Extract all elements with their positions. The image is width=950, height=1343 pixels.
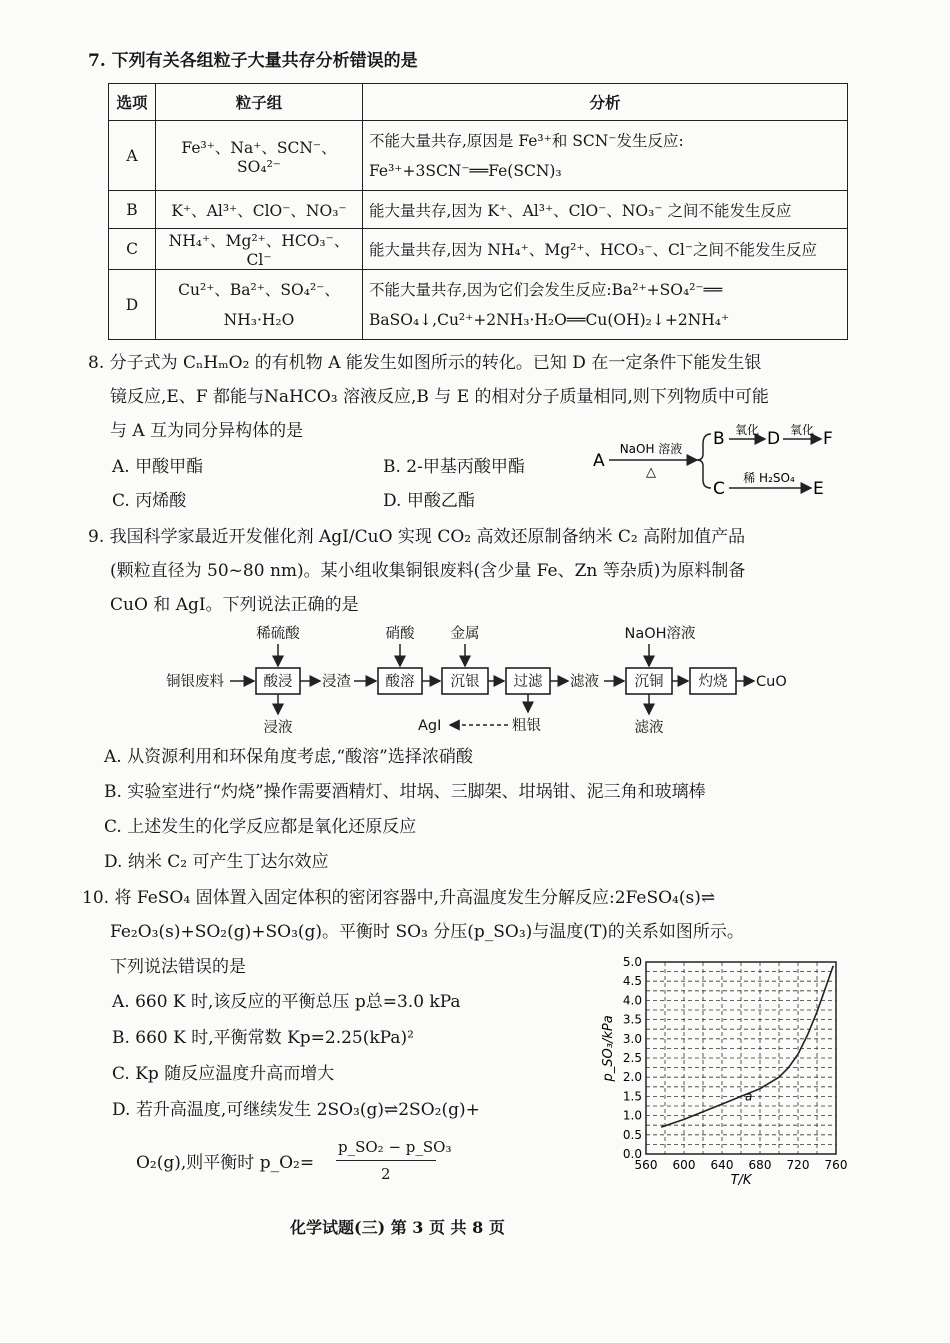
q10-option-b: B. 660 K 时,平衡常数 Kp=2.25(kPa)² <box>112 1028 414 1048</box>
chart-y-tick-label: 2.5 <box>622 1051 642 1065</box>
chart-y-tick-label: 0.0 <box>622 1147 642 1161</box>
flow-reagent2: 硝酸 <box>385 626 415 642</box>
chart-y-ticks <box>623 955 642 1161</box>
row-option: A <box>109 121 156 191</box>
q10-option-d-line2: O₂(g),则平衡时 p_O₂= <box>136 1153 315 1173</box>
row-particles: Fe³⁺、Na⁺、SCN⁻、SO₄²⁻ <box>156 121 363 191</box>
particles-line: Cu²⁺、Ba²⁺、SO₄²⁻、 <box>178 280 340 299</box>
chart-x-tick-label: 760 <box>824 1158 848 1172</box>
scheme-b: B <box>713 429 725 449</box>
scheme-e: E <box>813 479 824 499</box>
q8-stem-line: 与 A 互为同分异构体的是 <box>110 421 304 441</box>
chart-y-tick-label: 3.0 <box>622 1031 642 1046</box>
row-analysis <box>363 121 848 191</box>
q8-option-b: B. 2-甲基丙酸甲酯 <box>383 457 525 477</box>
fraction-bar <box>336 1160 436 1161</box>
row-particles: NH₄⁺、Mg²⁺、HCO₃⁻、Cl⁻ <box>156 229 363 270</box>
fraction-numerator: p_SO₂ − p_SO₃ <box>338 1138 452 1156</box>
flow-out5: 滤液 <box>634 720 664 736</box>
q8-option-c: C. 丙烯酸 <box>112 491 187 511</box>
chart-x-tick-label: 600 <box>672 1158 696 1172</box>
flow-box6-label: 灼烧 <box>698 674 728 690</box>
q10-option-c: C. Kp 随反应温度升高而增大 <box>112 1064 335 1084</box>
flow-reagent4: NaOH溶液 <box>624 626 696 642</box>
scheme-acid: 稀 H₂SO₄ <box>743 471 795 485</box>
flow-mid1: 浸渣 <box>322 674 351 690</box>
chart-y-tick-label: 2.0 <box>622 1070 642 1085</box>
q10-chart <box>590 948 850 1188</box>
table-row <box>109 270 848 340</box>
scheme-c: C <box>713 479 725 499</box>
chart-y-tick-label: 4.5 <box>622 974 642 989</box>
flow-box5-label: 沉铜 <box>634 674 664 690</box>
scheme-ox2: 氧化 <box>789 423 815 437</box>
scheme-f: F <box>823 429 833 449</box>
row-option: D <box>109 270 156 340</box>
q8-stem-line: 8. 分子式为 CₙHₘO₂ 的有机物 A 能发生如图所示的转化。已知 D 在一定条件下能发生银 <box>88 353 762 373</box>
flow-box2-label: 酸溶 <box>385 674 415 690</box>
flow-box3-label: 沉银 <box>450 674 480 690</box>
row-analysis: 能大量共存,因为 NH₄⁺、Mg²⁺、HCO₃⁻、Cl⁻之间不能发生反应 <box>363 229 848 270</box>
q10-stem-line: 10. 将 FeSO₄ 固体置入固定体积的密闭容器中,升高温度发生分解反应:2FeSO₄(s)⇌ <box>82 888 716 908</box>
chart-grid <box>646 962 836 1154</box>
q9-flowchart <box>150 622 810 738</box>
q10-option-d-line1: D. 若升高温度,可继续发生 2SO₃(g)⇌2SO₂(g)+ <box>112 1100 480 1120</box>
q8-option-d: D. 甲酸乙酯 <box>383 491 475 511</box>
particles-line: NH₃·H₂O <box>223 310 295 329</box>
q9-option-a: A. 从资源利用和环保角度考虑,“酸溶”选择浓硝酸 <box>104 747 473 767</box>
table-row <box>109 229 848 270</box>
row-particles: K⁺、Al³⁺、ClO⁻、NO₃⁻ <box>156 191 363 229</box>
q9-option-b: B. 实验室进行“灼烧”操作需要酒精灯、坩埚、三脚架、坩埚钳、泥三角和玻璃棒 <box>104 782 706 802</box>
header-analysis: 分析 <box>363 84 848 121</box>
q9-stem-line: 9. 我国科学家最近开发催化剂 AgI/CuO 实现 CO₂ 高效还原制备纳米 C₂ 高附加值产品 <box>88 527 746 547</box>
flow-reagent3: 金属 <box>450 626 480 642</box>
scheme-d: D <box>767 429 781 449</box>
q8-option-a: A. 甲酸甲酯 <box>112 457 204 477</box>
q10-stem-line: 下列说法错误的是 <box>110 957 246 977</box>
chart-x-tick-label: 720 <box>786 1158 810 1172</box>
chart-y-tick-label: 3.5 <box>622 1012 642 1027</box>
flow-side-left: AgI <box>418 718 442 734</box>
q9-option-d: D. 纳米 C₂ 可产生丁达尔效应 <box>104 852 329 872</box>
flow-box1-label: 酸浸 <box>263 674 293 690</box>
chart-y-tick-label: 0.5 <box>622 1127 642 1142</box>
q8-scheme <box>585 420 845 504</box>
scheme-heat: △ <box>646 465 656 480</box>
q9-option-c: C. 上述发生的化学反应都是氧化还原反应 <box>104 817 417 837</box>
scheme-cond1: NaOH 溶液 <box>619 442 683 456</box>
analysis-line: 不能大量共存,原因是 Fe³⁺和 SCN⁻发生反应: <box>369 131 684 150</box>
chart-y-label: p_SO₃/kPa <box>601 1015 616 1082</box>
row-option: C <box>109 229 156 270</box>
chart-x-ticks <box>635 1158 848 1172</box>
row-analysis <box>363 270 848 340</box>
chart-y-tick-label: 1.0 <box>622 1108 642 1123</box>
analysis-line: BaSO₄↓,Cu²⁺+2NH₃·H₂O══Cu(OH)₂↓+2NH₄⁺ <box>369 310 730 329</box>
chart-x-tick-label: 640 <box>710 1158 734 1172</box>
q8-stem-line: 镜反应,E、F 都能与NaHCO₃ 溶液反应,B 与 E 的相对分子质量相同,则下列物质中可能 <box>110 387 769 407</box>
flow-reagent1: 稀硫酸 <box>256 626 300 642</box>
flow-start: 铜银废料 <box>166 674 224 690</box>
table-header-row <box>109 84 848 121</box>
row-option: B <box>109 191 156 229</box>
flow-end: CuO <box>756 674 787 690</box>
q9-stem-line: CuO 和 AgI。下列说法正确的是 <box>110 595 359 615</box>
q10-stem-line: Fe₂O₃(s)+SO₂(g)+SO₃(g)。平衡时 SO₃ 分压(p_SO₃)与温度(T)的关系如图所示。 <box>110 922 744 942</box>
q10-option-a: A. 660 K 时,该反应的平衡总压 p总=3.0 kPa <box>112 992 461 1012</box>
table-row <box>109 191 848 229</box>
chart-y-tick-label: 5.0 <box>622 955 642 969</box>
header-particles: 粒子组 <box>156 84 363 121</box>
chart-x-label: T/K <box>730 1173 752 1188</box>
scheme-ox1: 氧化 <box>734 423 760 437</box>
analysis-line: Fe³⁺+3SCN⁻══Fe(SCN)₃ <box>369 161 562 180</box>
chart-y-tick-label: 1.5 <box>622 1089 642 1104</box>
chart-x-tick-label: 560 <box>634 1158 658 1172</box>
flow-box4-label: 过滤 <box>513 674 543 690</box>
q9-stem-line: (颗粒直径为 50~80 nm)。某小组收集铜银废料(含少量 Fe、Zn 等杂质)为原料制备 <box>110 561 746 581</box>
header-option: 选项 <box>109 84 156 121</box>
table-row <box>109 121 848 191</box>
q7-table <box>108 83 848 340</box>
row-analysis: 能大量共存,因为 K⁺、Al³⁺、ClO⁻、NO₃⁻ 之间不能发生反应 <box>363 191 848 229</box>
flow-out1: 浸液 <box>263 720 293 736</box>
analysis-line: 不能大量共存,因为它们会发生反应:Ba²⁺+SO₄²⁻══ <box>369 280 723 299</box>
flow-side-right: 粗银 <box>512 718 541 734</box>
chart-annotation: a <box>745 1089 753 1104</box>
q7-stem: 7. 下列有关各组粒子大量共存分析错误的是 <box>88 51 418 71</box>
page-footer: 化学试题(三) 第 3 页 共 8 页 <box>290 1218 505 1237</box>
flow-mid2: 滤液 <box>570 674 599 690</box>
chart-x-tick-label: 680 <box>748 1158 772 1172</box>
scheme-a: A <box>593 451 605 471</box>
fraction-denominator: 2 <box>381 1165 391 1183</box>
scheme-brace <box>697 434 711 488</box>
row-particles <box>156 270 363 340</box>
chart-y-tick-label: 4.0 <box>622 993 642 1008</box>
